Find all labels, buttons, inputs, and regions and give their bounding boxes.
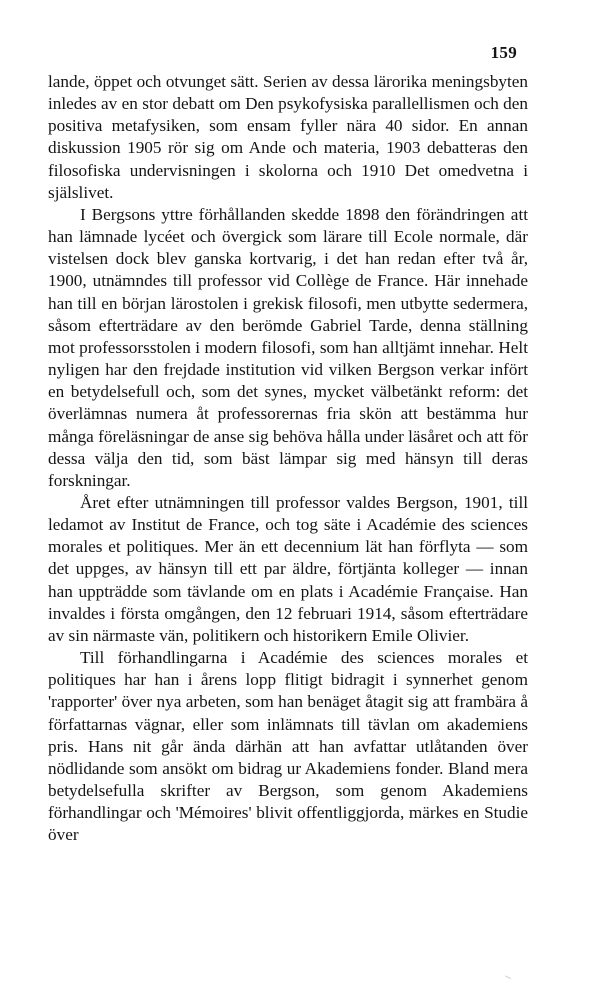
paragraph-1: lande, öppet och otvunget sätt. Serien av dessa lärorika meningsbyten inledes av en stor debatt om Den psykofysiska parallellismen och den positiva metafysiken, som ensam fyller nära 40 sidor. En annan diskussion 1905 rör sig om Ande och materia, 1903 debatteras den filosofiska undervisningen i skolorna och 1910 Det omedvetna i själslivet. — [48, 72, 528, 202]
scan-speck — [505, 972, 513, 979]
page-body-text — [48, 71, 528, 846]
paragraph-2: I Bergsons yttre förhållanden skedde 1898 den förändringen att han lämnade lycéet och övergick som lärare till Ecole normale, där vistelsen dock blev ganska kortvarig, i det han redan efter två år, 1900, utnämndes till professor vid Collège de France. Här innehade han till en början lärostolen i grekisk filosofi, men utbytte sedermera, såsom efterträdare av den berömde Gabriel Tarde, denna ställning mot professorsstolen i modern filosofi, som han alltjämt innehar. Helt nyligen har den frejdade institution vid vilken Bergson verkar infört en betydelsefull och, som det synes, mycket välbetänkt reform: det överlämnas numera åt professorernas fria skön att bestämma hur många föreläsningar de anse sig behöva hålla under läsåret och att för dessa välja den tid, som bäst lämpar sig med hänsyn till deras forskningar. — [48, 204, 528, 490]
page-number: 159 — [490, 43, 517, 62]
paragraph-3: Året efter utnämningen till professor valdes Bergson, 1901, till ledamot av Institut de France, och tog säte i Académie des sciences morales et politiques. Mer än ett decennium lät han förflyta — som det uppges, av hänsyn till ett par äldre, förtjänta kolleger — innan han uppträdde som tävlande om en plats i Académie Française. Han invaldes i första omgången, den 12 februari 1914, såsom efterträdare av sin närmaste vän, politikern och historikern Emile Olivier. — [48, 492, 528, 645]
paragraph-4: Till förhandlingarna i Académie des sciences morales et politiques har han i årens lopp flitigt bidragit i synnerhet genom 'rapporter' över nya arbeten, som han benäget åtagit sig att frambära å författarnas vägnar, eller som inlämnats till tävlan om akademiens pris. Hans nit går ända därhän att han avfattar utlåtanden över nödlidande som ansökt om bidrag ur Akademiens fonder. Bland mera betydelsefulla skrifter av Bergson, som genom Akademiens förhandlingar och 'Mémoires' blivit offentliggjorda, märkes en Studie över — [48, 648, 528, 845]
